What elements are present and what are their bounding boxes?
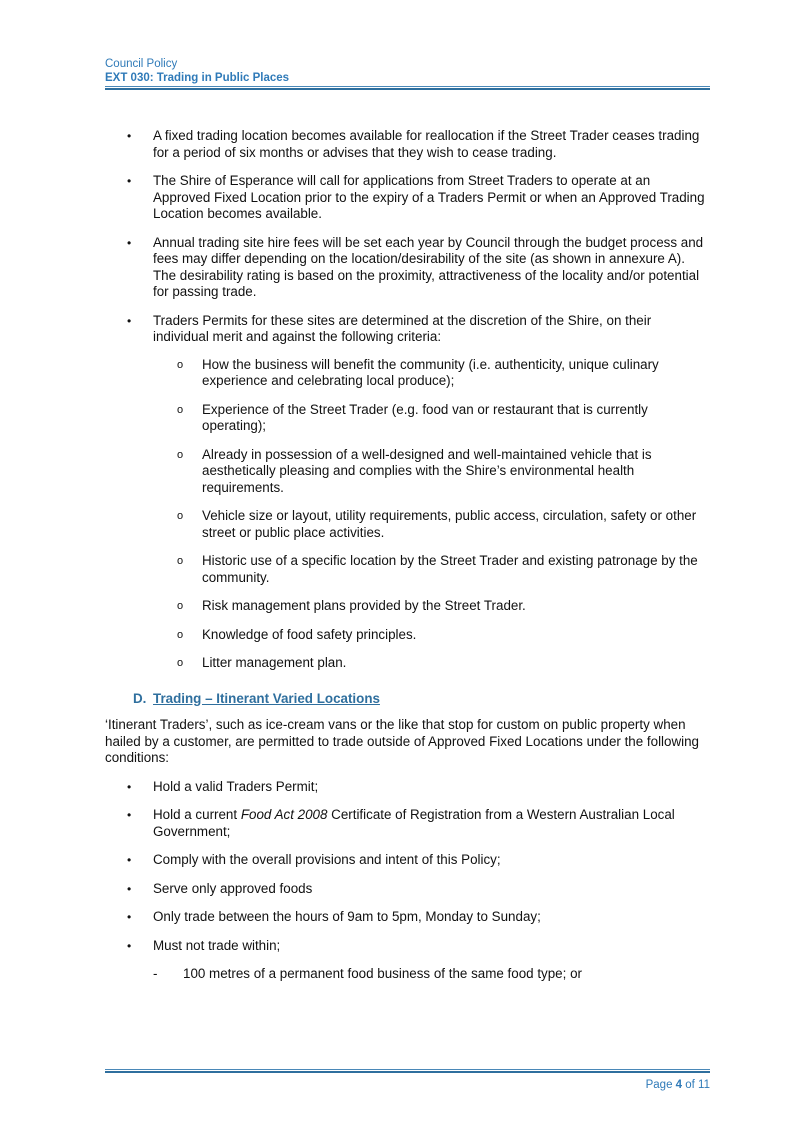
criteria-text: Knowledge of food safety principles. [202, 626, 417, 642]
page-total: of 11 [682, 1079, 710, 1091]
list-item [105, 313, 710, 346]
list-item [105, 909, 710, 926]
page-label: Page [645, 1079, 676, 1091]
list-item [105, 779, 710, 796]
footer-rule [105, 1069, 710, 1073]
list-item [105, 852, 710, 869]
bullet-mark: • [127, 938, 132, 953]
section-intro: ‘Itinerant Traders’, such as ice-cream vans or the like that stop for custom on public property when hailed by a customer, are permitted to trade outside of Approved Fixed Locations under the following conditions: [105, 717, 700, 765]
bullet-mark: • [127, 313, 132, 328]
criteria-text: Historic use of a specific location by the Street Trader and existing patronage by the community. [202, 553, 698, 585]
list-item-text: Traders Permits for these sites are determined at the discretion of the Shire, on their individual merit and against the following criteria: [153, 312, 652, 344]
criteria-text: Already in possession of a well-designed and well-maintained vehicle that is aesthetically pleasing and complies with the Shire’s environmental health requirements. [202, 446, 652, 495]
bullet-mark: • [127, 881, 132, 896]
section-letter: D. [133, 690, 147, 706]
list-item-text: Annual trading site hire fees will be set each year by Council through the budget process and fees may differ depending on the location/desirability of the site (as shown in annexure A). The desirability rating is based on the proximity, attractiveness of the locality and/or potential for passing trade. [153, 234, 704, 299]
sub-bullet-mark: o [177, 657, 184, 669]
criteria-item [105, 357, 710, 390]
bullet-mark: • [127, 853, 132, 867]
sub-bullet-mark: o [177, 510, 184, 522]
criteria-item [105, 655, 710, 672]
dash-item [105, 966, 710, 983]
sub-bullet-mark: o [177, 628, 184, 641]
criteria-text: Risk management plans provided by the Street Trader. [202, 598, 526, 613]
list-item [105, 235, 710, 301]
list-item [105, 173, 710, 223]
page-header [105, 57, 710, 85]
criteria-item [105, 447, 710, 497]
criteria-item [105, 508, 710, 541]
criteria-text: Litter management plan. [202, 655, 347, 670]
bullet-mark: • [127, 779, 132, 794]
list-item [105, 881, 710, 898]
bullet-mark: • [127, 808, 132, 822]
list-item-text-suffix: Certificate of Registration from a Western Australian Local Government; [153, 807, 675, 839]
list-item-text: Only trade between the hours of 9am to 5pm, Monday to Sunday; [153, 909, 541, 924]
page-footer [105, 1079, 710, 1091]
header-policy-title: EXT 030: Trading in Public Places [105, 72, 290, 84]
section-heading [105, 691, 710, 708]
list-item-text-prefix: Hold a current [153, 807, 241, 822]
section-title: Trading – Itinerant Varied Locations [153, 690, 380, 706]
list-item-text: Serve only approved foods [153, 880, 313, 896]
act-name: Food Act 2008 [240, 807, 328, 822]
document-body [105, 128, 710, 983]
bullet-mark: • [127, 910, 132, 924]
list-item-text: A fixed trading location becomes available for reallocation if the Street Trader ceases trading for a period of six months or advises that they wish to cease trading. [153, 128, 700, 160]
criteria-item [105, 627, 710, 644]
sub-bullet-mark: o [177, 600, 184, 612]
list-item-text: Comply with the overall provisions and intent of this Policy; [153, 852, 501, 867]
bullet-mark: • [127, 129, 132, 143]
sub-bullet-mark: o [177, 555, 184, 567]
criteria-text: Experience of the Street Trader (e.g. food van or restaurant that is currently operating); [202, 401, 648, 433]
criteria-item [105, 402, 710, 435]
header-policy-type: Council Policy [105, 58, 178, 70]
list-item [105, 128, 710, 161]
sub-bullet-mark: o [177, 358, 184, 371]
criteria-text: Vehicle size or layout, utility requirements, public access, circulation, safety or other street or public place activities. [202, 508, 697, 540]
list-item [105, 938, 710, 955]
list-item-text: The Shire of Esperance will call for applications from Street Traders to operate at an Approved Fixed Location prior to the expiry of a Traders Permit or when an Approved Trading Location becomes available. [153, 173, 705, 221]
list-item-text: Must not trade within; [153, 937, 281, 953]
list-item [105, 807, 710, 840]
header-rule [105, 86, 710, 90]
dash-mark: - [153, 966, 158, 981]
dash-item-text: 100 metres of a permanent food business of the same food type; or [183, 966, 582, 981]
criteria-item [105, 598, 710, 615]
criteria-text: How the business will benefit the community (i.e. authenticity, unique culinary experience and celebrating local produce); [202, 356, 659, 388]
page-number: 4 [675, 1079, 683, 1091]
criteria-item [105, 553, 710, 586]
sub-bullet-mark: o [177, 448, 184, 461]
bullet-mark: • [127, 235, 132, 250]
list-item-text: Hold a valid Traders Permit; [153, 778, 319, 794]
sub-bullet-mark: o [177, 403, 184, 416]
bullet-mark: • [127, 174, 132, 188]
